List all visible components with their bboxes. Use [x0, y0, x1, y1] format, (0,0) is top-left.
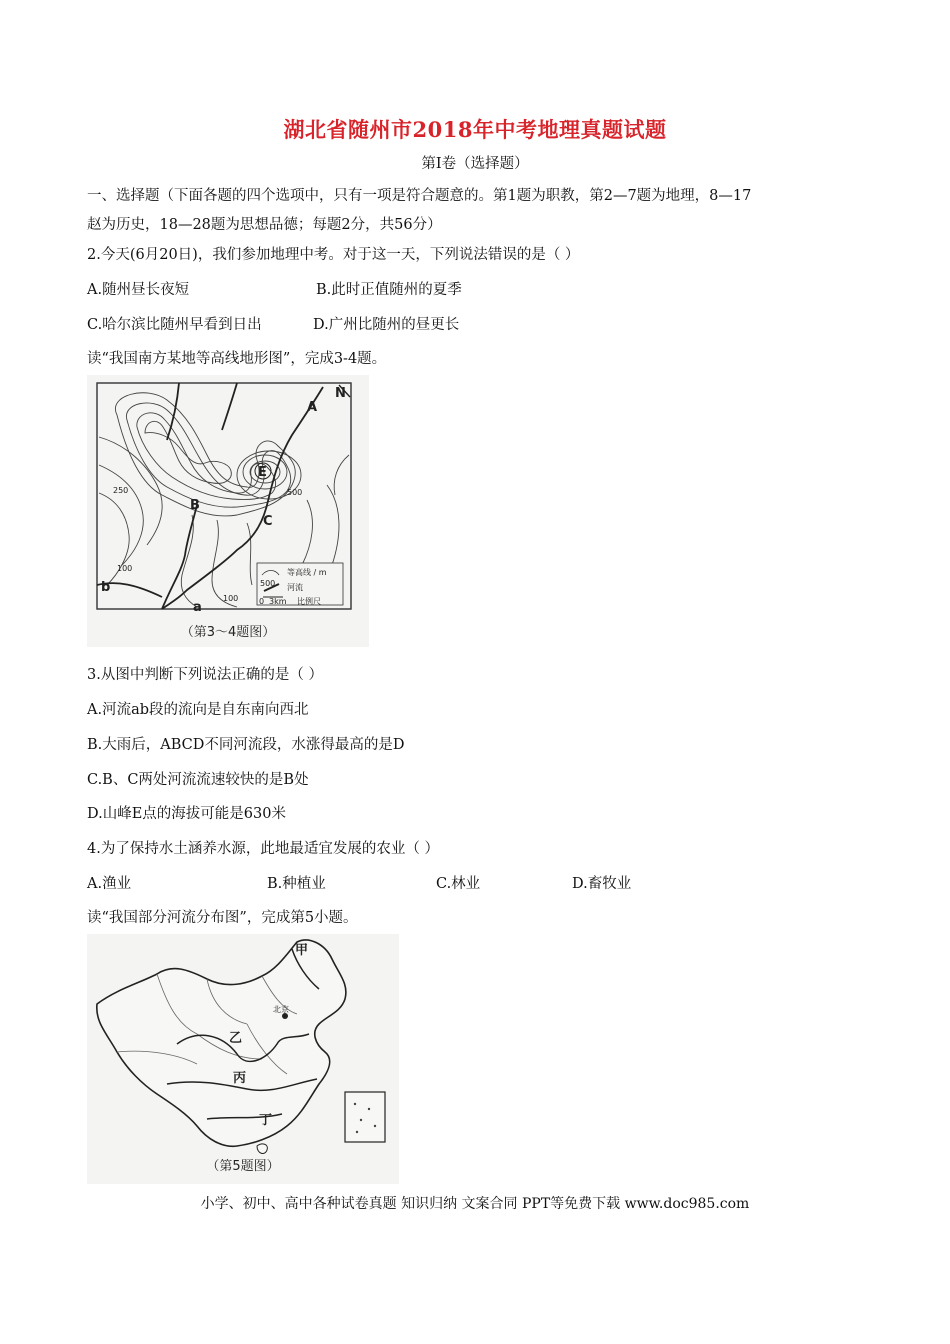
reading-instruction-2: 读“我国部分河流分布图”，完成第5小题。 — [87, 910, 358, 926]
question-2-option-d: D.广州比随州的昼更长 — [313, 317, 460, 333]
contour-500-label: 500 — [287, 488, 303, 497]
legend-scale-length: 3km — [269, 597, 287, 606]
river-yi-label: 乙 — [229, 1031, 243, 1046]
point-c-label: C — [263, 514, 273, 529]
river-point-a-label: a — [193, 600, 202, 615]
document-subtitle: 第Ⅰ卷（选择题） — [421, 156, 529, 172]
question-4-stem: 4.为了保持水土涵养水源，此地最适宜发展的农业（ ） — [87, 841, 439, 857]
question-3-option-b: B.大雨后，ABCD不同河流段，水涨得最高的是D — [87, 737, 405, 753]
hainan-island-outline — [257, 1144, 267, 1154]
question-4-option-c: C.林业 — [436, 876, 481, 892]
river-jia-label: 甲 — [295, 943, 309, 958]
china-rivers-map-caption: （第5题图） — [206, 1159, 280, 1174]
point-a-label: A — [307, 400, 318, 415]
river-ding-label: 丁 — [259, 1113, 273, 1128]
question-4-option-a: A.渔业 — [87, 876, 132, 892]
contour-map-caption: （第3～4题图） — [180, 625, 276, 640]
section-instructions-line-1: 一、选择题（下面各题的四个选项中，只有一项是符合题意的。第1题为职教，第2—7题为地理，8—17 — [87, 188, 752, 204]
contour-map-drawing — [87, 375, 369, 647]
question-2-stem: 2.今天(6月20日)，我们参加地理中考。对于这一天，下列说法错误的是（ ） — [87, 247, 580, 263]
question-2-option-c: C.哈尔滨比随州早看到日出 — [87, 317, 262, 333]
question-4-option-d: D.畜牧业 — [572, 876, 632, 892]
contour-map-legend — [257, 563, 343, 606]
river-bing-label: 丙 — [233, 1071, 247, 1086]
reading-instruction-1: 读“我国南方某地等高线地形图”，完成3-4题。 — [87, 351, 387, 367]
north-arrow-label: N — [335, 386, 346, 401]
page-footer: 小学、初中、高中各种试卷真题 知识归纳 文案合同 PPT等免费下载 www.doc985.com — [200, 1196, 750, 1212]
question-2-option-a: A.随州昼长夜短 — [87, 282, 190, 298]
question-2-option-b: B.此时正值随州的夏季 — [316, 282, 462, 298]
question-3-option-a: A.河流ab段的流向是自东南向西北 — [87, 702, 309, 718]
contour-100-left-label: 100 — [117, 564, 133, 573]
legend-scale-label: 比例尺 — [297, 597, 321, 606]
section-instructions-line-2: 赵为历史，18—28题为思想品德；每题2分，共56分） — [87, 217, 442, 233]
question-3-stem: 3.从图中判断下列说法正确的是（ ） — [87, 667, 323, 683]
legend-scale-zero: 0 — [259, 597, 265, 606]
contour-100-bottom-label: 100 — [223, 594, 239, 603]
question-4-option-b: B.种植业 — [267, 876, 326, 892]
contour-250-label: 250 — [113, 486, 129, 495]
peak-e-label: E — [258, 465, 267, 480]
legend-contour-label: 等高线 / m — [287, 568, 327, 577]
question-3-option-c: C.B、C两处河流流速较快的是B处 — [87, 772, 309, 788]
china-outline — [97, 940, 346, 1146]
legend-contour-value: 500 — [260, 579, 276, 588]
point-b-label: B — [190, 498, 200, 513]
china-rivers-map-drawing — [87, 934, 399, 1184]
question-3-option-d: D.山峰E点的海拔可能是630米 — [87, 806, 286, 822]
river-point-b-label: b — [101, 580, 111, 595]
beijing-label: 北京 — [273, 1005, 289, 1014]
document-title: 湖北省随州市2018年中考地理真题试题 — [283, 117, 667, 142]
china-rivers-map-figure — [87, 934, 399, 1184]
south-china-sea-inset — [345, 1092, 385, 1142]
contour-map-figure — [87, 375, 369, 647]
legend-river-label: 河流 — [287, 583, 303, 592]
